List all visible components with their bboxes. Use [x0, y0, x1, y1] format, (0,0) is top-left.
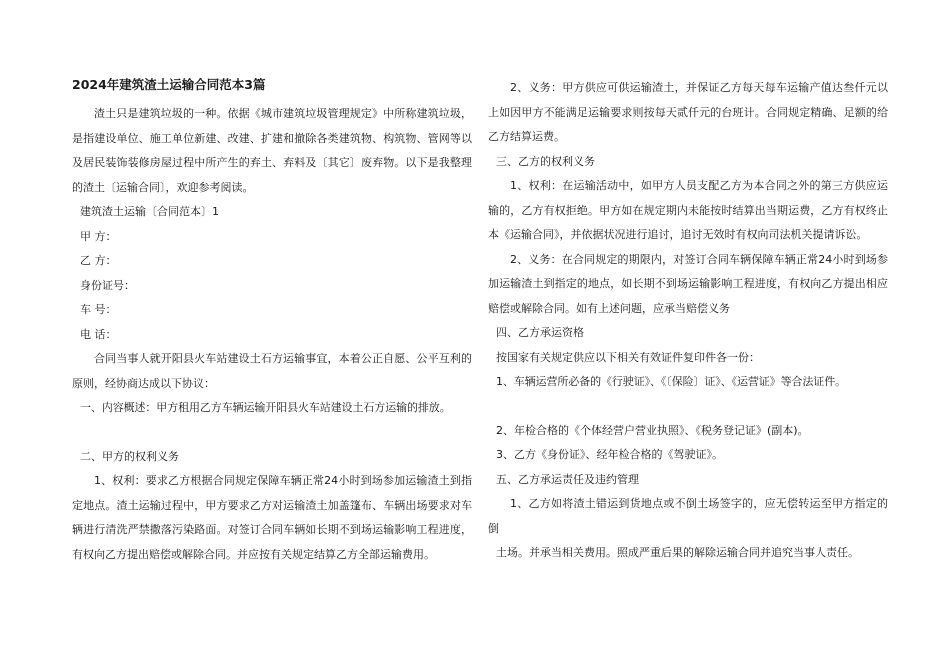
certificate-item-2: 2、年检合格的《个体经营户营业执照》、《税务登记证》(副本)。 [496, 423, 809, 437]
right-column [488, 76, 888, 566]
party-a-rights-paragraph: 1、权利：要求乙方根据合同规定保障车辆正常24小时到场参加运输渣土到指定地点。渣土运输过程中，甲方要求乙方对运输渣土加盖篷布、车辆出场要求对车辆进行清洗严禁撒落污染路面。对签订合同车辆如长期不到场运输影响工程进度，有权向乙方提出赔偿或解除合同。并应按有关规定结算乙方全部运输费用。 [72, 474, 472, 561]
section-three-heading: 三、乙方的权利义务 [496, 154, 595, 168]
liability-continuation: 土场。并承当相关费用。照成严重后果的解除运输合同并追究当事人责任。 [496, 546, 859, 559]
left-column [72, 76, 472, 567]
party-a-obligations-paragraph: 2、义务：甲方供应可供运输渣土，并保证乙方每天每车运输产值达叁仟元以上如因甲方不能满足运输要求则按每天贰仟元的台班计。合同规定精确、足额的给乙方结算运费。 [488, 81, 888, 143]
certificate-item-3: 3、乙方《身份证》、经年检合格的《驾驶证》。 [496, 448, 723, 461]
spacer [488, 395, 888, 419]
section-four-heading: 四、乙方承运资格 [496, 326, 584, 339]
party-b-field: 乙 方： [80, 254, 117, 267]
certificates-intro: 按国家有关规定供应以下相关有效证件复印件各一份： [496, 350, 760, 364]
certificate-item-1: 1、车辆运营所必备的《行驶证》、《〔保险〕证》、《运营证》等合法证件。 [496, 375, 846, 388]
intro-paragraph: 渣土只是建筑垃圾的一种。依据《城市建筑垃圾管理规定》中所称建筑垃圾，是指建设单位、施工单位新建、改建、扩建和撤除各类建筑物、构筑物、管网等以及居民装饰装修房屋过程中所产生的弃土、弃料及〔其它〕废弃物。以下是我整理的渣土〔运输合同〕，欢迎参考阅读。 [72, 107, 472, 194]
party-b-rights-paragraph: 1、权利：在运输活动中，如甲方人员支配乙方为本合同之外的第三方供应运输的，乙方有权拒绝。甲方如在规定期内未能按时结算出当期运费，乙方有权终止本《运输合同》，并依据状况进行追讨，追讨无效时有权向司法机关提请诉讼。 [488, 179, 888, 241]
agreement-paragraph: 合同当事人就开阳县火车站建设土石方运输事宜，本着公正自愿、公平互利的原则，经协商达成以下协议： [72, 352, 472, 390]
party-a-field: 甲 方： [80, 229, 117, 243]
phone-field: 电 话： [80, 327, 117, 341]
id-number-field: 身份证号： [80, 278, 135, 292]
party-b-obligations-paragraph: 2、义务：在合同规定的期限内，对签订合同车辆保障车辆正常24小时到场参加运输渣土到指定的地点，如长期不到场运输影响工程进度，有权向乙方提出相应赔偿或解除合同。如有上述问题，应承当赔偿义务 [488, 252, 888, 315]
liability-paragraph: 1、乙方如将渣土错运到货地点或不倒土场签字的，应无偿转运至甲方指定的倒 [488, 497, 888, 535]
vehicle-number-field: 车 号： [80, 303, 117, 316]
section-two-heading: 二、甲方的权利义务 [80, 449, 179, 463]
document-title: 2024年建筑渣土运输合同范本3篇 [72, 77, 266, 92]
section-five-heading: 五、乙方承运责任及违约管理 [496, 472, 639, 486]
section-one-overview: 一、内容概述：甲方租用乙方车辆运输开阳县火车站建设土石方运输的排放。 [80, 401, 451, 414]
contract-sample-heading: 建筑渣土运输〔合同范本〕1 [80, 205, 219, 218]
spacer [72, 421, 472, 445]
